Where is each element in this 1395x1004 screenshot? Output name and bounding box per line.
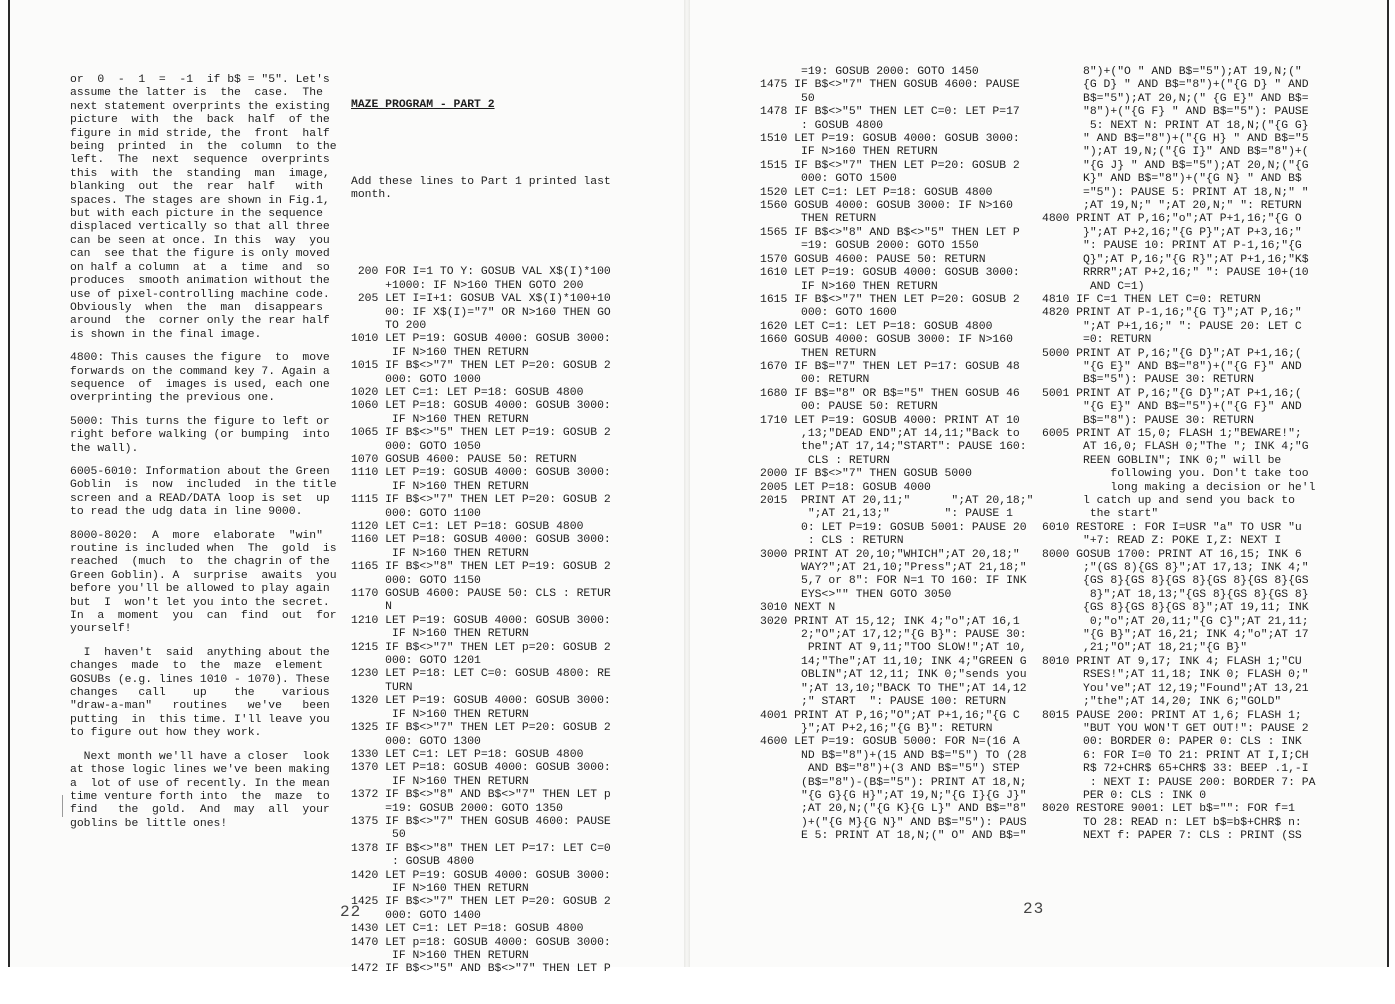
listing-line: 1520 LET C=1: LET P=18: GOSUB 4800	[760, 186, 993, 199]
listing-line: )+("{G M}{G N}" AND B$="5"): PAUS	[760, 816, 1027, 829]
listing-line: 2;"O";AT 17,12;"{G B}": PAUSE 30:	[760, 629, 1027, 642]
article-line: yourself!	[70, 623, 132, 636]
listing-line: 2015 PRINT AT 20,11;" ";AT 20,18;"	[760, 495, 1034, 507]
listing-line: " AND B$="8")+("{G H} " AND B$="5	[1042, 133, 1309, 146]
listing-line: E 5: PRINT AT 18,N;(" O" AND B$="	[760, 830, 1027, 843]
listing-line: "{G G}{G H}";AT 19,N;"{G I}{G J}"	[760, 789, 1027, 802]
listing-line: : NEXT I: PAUSE 200: BORDER 7: PA	[1042, 776, 1316, 789]
listing-line: 1210 LET P=19: GOSUB 4000: GOSUB 3000:	[351, 614, 611, 627]
listing-line: PER 0: CLS : INK 0	[1042, 789, 1207, 802]
listing-line: 1370 LET P=18: GOSUB 4000: GOSUB 3000:	[351, 762, 611, 775]
article-line: find the gold. And may all your	[70, 804, 330, 817]
listing-line: 1475 IF B$<>"7" THEN GOSUB 4600: PAUSE	[760, 79, 1020, 92]
paragraph-gap	[70, 456, 342, 466]
listing-line: 000: GOTO 1300	[351, 735, 481, 748]
listing-line: 1378 IF B$<>"8" THEN LET P=17: LET C=0	[351, 842, 611, 855]
listing-line: 1120 LET C=1: LET P=18: GOSUB 4800	[351, 521, 584, 533]
paragraph-gap	[70, 406, 342, 416]
listing-line: 200 FOR I=1 TO Y: GOSUB VAL X$(I)*100	[351, 266, 611, 279]
listing-line: 8015 PAUSE 200: PRINT AT 1,6; FLASH 1;	[1042, 709, 1302, 722]
listing-line: 4600 LET P=19: GOSUB 5000: FOR N=(16 A	[760, 736, 1020, 749]
listing-line: You've";AT 12,19;"Found";AT 13,21	[1042, 682, 1309, 695]
listing-line: 8020 RESTORE 9001: LET b$="": FOR f=1	[1042, 803, 1295, 816]
listing-line: TURN	[351, 681, 413, 694]
listing-line: 4810 IF C=1 THEN LET C=0: RETURN	[1042, 293, 1261, 306]
listing-line: WAY?";AT 21,10;"Press";AT 21,18;"	[760, 562, 1027, 575]
listing-line: 1470 LET p=18: GOSUB 4000: GOSUB 3000:	[351, 936, 611, 949]
listing-line: 1560 GOSUB 4000: GOSUB 3000: IF N>160	[760, 200, 1013, 213]
listing-line: 1110 LET P=19: GOSUB 4000: GOSUB 3000:	[351, 467, 611, 480]
article-line: use of pixel-controlling machine code.	[70, 288, 330, 301]
listing-line: REEN GOBLIN"; INK 0;" will be	[1042, 454, 1282, 467]
listing-line: long making a decision or he'l	[1042, 481, 1316, 494]
listing-line: B$="5"): PAUSE 30: RETURN	[1042, 374, 1254, 387]
article-line: blanking out the rear half with	[70, 181, 323, 194]
listing-line: 1478 IF B$<>"5" THEN LET C=0: LET P=17	[760, 106, 1020, 119]
article-line: a lot of use of recently. In the mean	[70, 777, 330, 790]
listing-line: 4820 PRINT AT P-1,16;"{G T}";AT P,16;"	[1042, 307, 1302, 320]
listing-line: 1472 IF B$<>"5" AND B$<>"7" THEN LET P	[351, 963, 611, 976]
listing-line: =19: GOSUB 2000: GOTO 1550	[760, 240, 979, 253]
article-line: on half a column at a time and so	[70, 261, 330, 274]
article-line: this with the standing man image,	[70, 167, 330, 180]
listing-line: 1165 IF B$<>"8" THEN LET P=19: GOSUB 2	[351, 561, 611, 574]
page-number-left: 22	[340, 903, 362, 921]
article-line: being printed in the column to the	[70, 141, 337, 154]
listing-line: 1565 IF B$<>"8" AND B$<>"5" THEN LET P	[760, 226, 1020, 239]
listing-line: ,13;"DEAD END";AT 14,11;"Back to	[760, 427, 1020, 440]
listing-line: 1425 IF B$<>"7" THEN LET P=20: GOSUB 2	[351, 896, 611, 909]
listing-line: "+7: READ Z: POKE I,Z: NEXT I	[1042, 535, 1282, 548]
listing-line: 205 LET I=I+1: GOSUB VAL X$(I)*100+10	[351, 293, 611, 306]
listing-line: 1615 IF B$<>"7" THEN LET P=20: GOSUB 2	[760, 293, 1020, 306]
listing-line: ;AT 20,N;("{G K}{G L}" AND B$="8"	[760, 803, 1027, 816]
listing-line: IF N>160 THEN RETURN	[760, 146, 938, 159]
listing-line: EYS<>"" THEN GOTO 3050	[760, 588, 952, 601]
article-line: spaces. The stages are shown in Fig.1,	[70, 194, 330, 207]
paragraph-gap	[70, 342, 342, 352]
article-line: putting in this time. I'll leave you	[70, 713, 330, 726]
article-line: changes made to the maze element	[70, 660, 323, 673]
listing-line: 00: PAUSE 50: RETURN	[760, 401, 938, 414]
listing-line: 8")+("O " AND B$="5");AT 19,N;("	[1042, 66, 1302, 78]
article-line: picture with the back half of the	[70, 114, 330, 127]
listing-line: 1515 IF B$<>"7" THEN LET P=20: GOSUB 2	[760, 159, 1020, 172]
listing-line: 3020 PRINT AT 15,12; INK 4;"o";AT 16,1	[760, 615, 1020, 628]
listing-line: 8000 GOSUB 1700: PRINT AT 16,15; INK 6	[1042, 548, 1302, 561]
right-page	[690, 0, 1389, 967]
article-line: sequence of images is used, each one	[70, 378, 330, 391]
listing-line: 1620 LET C=1: LET P=18: GOSUB 4800	[760, 320, 993, 333]
listing-line: 14;"The";AT 11,10; INK 4;"GREEN G	[760, 655, 1027, 668]
program-listing	[351, 266, 641, 977]
article-line: Next month we'll have a closer look	[70, 750, 330, 763]
listing-line: (B$="8")-(B$="5"): PRINT AT 18,N;	[760, 776, 1027, 789]
listing-line: =19: GOSUB 2000: GOTO 1450	[760, 66, 979, 78]
listing-line: 2005 LET P=18: GOSUB 4000	[760, 481, 931, 494]
article-line: time venture forth into the maze to	[70, 790, 330, 803]
listing-line: 1510 LET P=19: GOSUB 4000: GOSUB 3000:	[760, 133, 1020, 146]
article-line: assume the latter is the case. The	[70, 87, 323, 100]
listing-line: }";AT P+2,16;"{G P}";AT P+3,16;"	[1042, 226, 1302, 239]
listing-line: following you. Don't take too	[1042, 468, 1309, 481]
listing-line: 50	[351, 829, 406, 842]
program-listing-column	[351, 72, 641, 1004]
article-line: but I won't let you into the secret.	[70, 596, 330, 609]
listing-line: 1065 IF B$<>"5" THEN LET P=19: GOSUB 2	[351, 427, 611, 440]
listing-line: 50	[760, 92, 815, 105]
listing-line: 1015 IF B$<>"7" THEN LET P=20: GOSUB 2	[351, 360, 611, 373]
article-line: reached (much to the chagrin of the	[70, 556, 330, 569]
listing-line: 1680 IF B$="8" OR B$="5" THEN GOSUB 46	[760, 387, 1020, 400]
program-heading: MAZE PROGRAM - PART 2	[351, 98, 495, 111]
page-number-right: 23	[1023, 900, 1045, 918]
article-text-column	[70, 74, 342, 831]
listing-line: 0: LET P=19: GOSUB 5001: PAUSE 20	[760, 521, 1027, 534]
listing-line: 1320 LET P=19: GOSUB 4000: GOSUB 3000:	[351, 695, 611, 708]
listing-line: RRRR";AT P+2,16;" ": PAUSE 10+(10	[1042, 267, 1309, 280]
listing-line: : GOSUB 4800	[760, 119, 884, 132]
article-line: the wall).	[70, 442, 139, 455]
listing-line: ";AT 13,10;"BACK TO THE";AT 14,12	[760, 682, 1027, 695]
listing-line: ;AT 19,N;" ";AT 20,N;" ": RETURN	[1042, 200, 1302, 213]
listing-line: 000: GOTO 1150	[351, 574, 481, 587]
listing-line: 6: FOR I=0 TO 21: PRINT AT I,I;CH	[1042, 749, 1309, 762]
listing-line: 1610 LET P=19: GOSUB 4000: GOSUB 3000:	[760, 267, 1020, 280]
article-line: goblins be little ones!	[70, 817, 228, 830]
article-line: produces smooth animation without the	[70, 275, 330, 288]
article-line: to read the udg data in line 9000.	[70, 506, 303, 519]
article-line: displaced vertically so that all three	[70, 221, 330, 234]
listing-line: 000: GOTO 1100	[351, 507, 481, 520]
listing-line: 1160 LET P=18: GOSUB 4000: GOSUB 3000:	[351, 534, 611, 547]
listing-line: 1660 GOSUB 4000: GOSUB 3000: IF N>160	[760, 334, 1013, 347]
article-line: screen and a READ/DATA loop is set up	[70, 492, 330, 505]
listing-line: "8")+("{G F} " AND B$="5"): PAUSE	[1042, 106, 1309, 119]
article-line: figure in mid stride, the front half	[70, 127, 330, 140]
article-line: to figure out how they work.	[70, 727, 262, 740]
listing-line: THEN RETURN	[760, 347, 877, 360]
listing-line: {GS 8}{GS 8}{GS 8}";AT 19,11; INK	[1042, 602, 1309, 615]
listing-line: "{G E}" AND B$="8")+("{G F}" AND	[1042, 360, 1302, 373]
article-line: 8000-8020: A more elaborate "win"	[70, 529, 323, 542]
listing-line: 1170 GOSUB 4600: PAUSE 50: CLS : RETUR	[351, 588, 611, 601]
listing-line: ;"the";AT 14,20; INK 6;"GOLD"	[1042, 696, 1282, 709]
listing-line: IF N>160 THEN RETURN	[351, 628, 529, 641]
article-line: at those logic lines we've been making	[70, 764, 330, 777]
listing-line: PRINT AT 9,11;"TOO SLOW!";AT 10,	[760, 642, 1027, 655]
listing-line: Q}";AT P,16;"{G R}";AT P+1,16;"K$	[1042, 253, 1309, 266]
listing-line: 00: BORDER 0: PAPER 0: CLS : INK	[1042, 736, 1302, 749]
article-line: but with each picture in the sequence	[70, 208, 323, 221]
listing-line: +1000: IF N>160 THEN GOTO 200	[351, 279, 584, 292]
listing-line: B$="8"): PAUSE 30: RETURN	[1042, 414, 1254, 427]
article-line: changes call up the various	[70, 687, 330, 700]
listing-line: R$ 72+CHR$ 65+CHR$ 33: BEEP .1,-I	[1042, 763, 1309, 776]
article-line: Obviously when the man disappears	[70, 301, 323, 314]
article-line: 6005-6010: Information about the Green	[70, 465, 330, 478]
listing-line: K}" AND B$="8")+("{G N} " AND B$	[1042, 173, 1302, 186]
listing-line: ";AT 21,13;" ": PAUSE 1	[760, 508, 1013, 521]
article-line: 4800: This causes the figure to move	[70, 352, 330, 365]
listing-line: the";AT 17,14;"START": PAUSE 160:	[760, 441, 1027, 454]
listing-line: "{G B}";AT 16,21; INK 4;"o";AT 17	[1042, 629, 1309, 642]
program-listing-column-1	[760, 66, 1040, 844]
listing-line: IF N>160 THEN RETURN	[351, 775, 529, 788]
intro-line: month.	[351, 189, 393, 202]
listing-line: AT 16,0; FLASH 0;"The "; INK 4;"G	[1042, 441, 1309, 454]
listing-line: {GS 8}{GS 8}{GS 8}{GS 8}{GS 8}{GS	[1042, 575, 1309, 588]
listing-line: 000: GOTO 1400	[351, 909, 481, 922]
article-line: around the corner only the rear half	[70, 315, 330, 328]
listing-line: CLS : RETURN	[760, 454, 890, 467]
listing-line: IF N>160 THEN RETURN	[351, 950, 529, 962]
listing-line: ");AT 19,N;("{G I}" AND B$="8")+(	[1042, 146, 1309, 159]
article-line: before you'll be allowed to play again	[70, 583, 330, 596]
listing-line: 1060 LET P=18: GOSUB 4000: GOSUB 3000:	[351, 400, 611, 413]
listing-line: 5000 PRINT AT P,16;"{G D}";AT P+1,16;(	[1042, 347, 1302, 360]
listing-line: 6010 RESTORE : FOR I=USR "a" TO USR "u	[1042, 521, 1302, 534]
listing-line: ;" START ": PAUSE 100: RETURN	[760, 696, 1007, 709]
listing-line: ND B$="8")+(15 AND B$="5") TO (28	[760, 749, 1027, 762]
article-line: Green Goblin). A surprise awaits you	[70, 569, 337, 582]
listing-line: 000: GOTO 1500	[760, 173, 897, 186]
listing-line: 1010 LET P=19: GOSUB 4000: GOSUB 3000:	[351, 333, 611, 346]
listing-line: 1330 LET C=1: LET P=18: GOSUB 4800	[351, 748, 584, 761]
listing-line: 000: GOTO 1201	[351, 655, 481, 668]
listing-line: IF N>160 THEN RETURN	[351, 547, 529, 560]
listing-line: IF N>160 THEN RETURN	[351, 882, 529, 895]
listing-line: l catch up and send you back to	[1042, 495, 1295, 507]
intro-line: Add these lines to Part 1 printed last	[351, 175, 611, 188]
article-line: I haven't said anything about the	[70, 646, 330, 659]
article-line: is shown in the final image.	[70, 328, 262, 341]
listing-line: : GOSUB 4800	[351, 856, 475, 869]
listing-line: "{G J} " AND B$="5");AT 20,N;("{G	[1042, 159, 1309, 172]
listing-line: 1230 LET P=18: LET C=0: GOSUB 4800: RE	[351, 668, 611, 681]
listing-line: ="5"): PAUSE 5: PRINT AT 18,N;" "	[1042, 186, 1309, 199]
listing-line: "{G E}" AND B$="5")+("{G F}" AND	[1042, 401, 1302, 414]
article-line: In a moment you can find out for	[70, 610, 337, 623]
listing-line: 000: GOTO 1600	[760, 307, 897, 320]
listing-line: OBLIN";AT 12,11; INK 0;"sends you	[760, 669, 1027, 682]
listing-line: IF N>160 THEN RETURN	[351, 346, 529, 359]
listing-line: TO 28: READ n: LET b$=b$+CHR$ n:	[1042, 816, 1302, 829]
listing-line: 1215 IF B$<>"7" THEN LET p=20: GOSUB 2	[351, 641, 611, 654]
program-listing-column-2	[1042, 66, 1342, 844]
listing-line: ,21;"O";AT 18,21;"{G B}"	[1042, 642, 1248, 655]
listing-line: 1070 GOSUB 4600: PAUSE 50: RETURN	[351, 453, 577, 466]
listing-line: "BUT YOU WON'T GET OUT!": PAUSE 2	[1042, 722, 1309, 735]
listing-line: 1430 LET C=1: LET P=18: GOSUB 4800	[351, 923, 584, 936]
listing-line: 000: GOTO 1000	[351, 373, 481, 386]
listing-line: 1375 IF B$<>"7" THEN GOSUB 4600: PAUSE	[351, 815, 611, 828]
paragraph-gap	[70, 637, 342, 647]
listing-line: 2000 IF B$<>"7" THEN GOSUB 5000	[760, 468, 972, 481]
article-line: GOSUBs (e.g. lines 1010 - 1070). These	[70, 673, 330, 686]
listing-line: 1420 LET P=19: GOSUB 4000: GOSUB 3000:	[351, 869, 611, 882]
article-line: 5000: This turns the figure to left or	[70, 415, 330, 428]
listing-line: 0;"o";AT 20,11;"{G C}";AT 21,11;	[1042, 615, 1309, 628]
listing-line: 4800 PRINT AT P,16;"o";AT P+1,16;"{G O	[1042, 213, 1302, 226]
listing-line: }";AT P+2,16;"{G B}": RETURN	[760, 722, 993, 735]
listing-line: 8}";AT 18,13;"{GS 8}{GS 8}{GS 8}	[1042, 588, 1309, 601]
article-line: right before walking (or bumping into	[70, 429, 330, 442]
listing-line: 5001 PRINT AT P,16;"{G D}";AT P+1,16;(	[1042, 387, 1302, 400]
listing-line: B$="5");AT 20,N;(" {G E}" AND B$=	[1042, 92, 1309, 105]
listing-line: =0: RETURN	[1042, 334, 1152, 347]
article-line: "draw-a-man" routines we've been	[70, 700, 330, 713]
listing-line: 1020 LET C=1: LET P=18: GOSUB 4800	[351, 386, 584, 399]
listing-line: 5,7 or 8": FOR N=1 TO 160: IF INK	[760, 575, 1027, 588]
listing-line: {G D} " AND B$="8")+("{G D} " AND	[1042, 79, 1309, 92]
listing-line: THEN RETURN	[760, 213, 877, 226]
listing-line: IF N>160 THEN RETURN	[760, 280, 938, 293]
listing-line: ;"(GS 8){GS 8}";AT 17,13; INK 4;"	[1042, 562, 1309, 575]
listing-line: AND B$="8")+(3 AND B$="5") STEP	[760, 763, 1020, 776]
listing-line: : CLS : RETURN	[760, 535, 904, 548]
left-page	[8, 0, 686, 976]
listing-line: 8010 PRINT AT 9,17; INK 4; FLASH 1;"CU	[1042, 655, 1302, 668]
margin-mark	[62, 795, 63, 817]
listing-line: AND C=1)	[1042, 280, 1145, 293]
listing-line: 3010 NEXT N	[760, 602, 836, 615]
paragraph-gap	[70, 520, 342, 530]
listing-line: 1115 IF B$<>"7" THEN LET P=20: GOSUB 2	[351, 494, 611, 507]
article-line: next statement overprints the existing	[70, 100, 330, 113]
listing-line: 000: GOTO 1050	[351, 440, 481, 453]
program-intro	[351, 176, 641, 203]
listing-line: =19: GOSUB 2000: GOTO 1350	[351, 802, 563, 815]
listing-line: RSES!";AT 11,18; INK 0; FLASH 0;"	[1042, 669, 1309, 682]
article-line: routine is included when The gold is	[70, 543, 337, 555]
listing-line: ": PAUSE 10: PRINT AT P-1,16;"{G	[1042, 240, 1302, 253]
article-line: overprinting the previous one.	[70, 392, 276, 405]
listing-line: 4001 PRINT AT P,16;"O";AT P+1,16;"{G C	[760, 709, 1020, 722]
listing-line: IF N>160 THEN RETURN	[351, 480, 529, 493]
listing-line: IF N>160 THEN RETURN	[351, 413, 529, 426]
listing-line: 1372 IF B$<>"8" AND B$<>"7" THEN LET p	[351, 789, 611, 802]
article-line: forwards on the command key 7. Again a	[70, 365, 330, 378]
listing-line: 00: IF X$(I)="7" OR N>160 THEN GO	[351, 306, 611, 319]
listing-line: 5: NEXT N: PRINT AT 18,N;("{G G}	[1042, 119, 1309, 132]
listing-line: ";AT P+1,16;" ": PAUSE 20: LET C	[1042, 320, 1302, 333]
article-line: can see that the figure is only moved	[70, 248, 330, 261]
listing-line: 1670 IF B$="7" THEN LET P=17: GOSUB 48	[760, 360, 1020, 373]
listing-line: TO 200	[351, 319, 427, 332]
listing-line: 1710 LET P=19: GOSUB 4000: PRINT AT 10	[760, 414, 1020, 427]
listing-line: 1325 IF B$<>"7" THEN LET P=20: GOSUB 2	[351, 722, 611, 735]
listing-line: 6005 PRINT AT 15,0; FLASH 1;"BEWARE!";	[1042, 427, 1302, 440]
listing-line: N	[351, 601, 393, 614]
listing-line: the start"	[1042, 508, 1159, 521]
article-line: or 0 - 1 = -1 if b$ = "5". Let's	[70, 74, 330, 86]
listing-line: 1570 GOSUB 4600: PAUSE 50: RETURN	[760, 253, 986, 266]
paragraph-gap	[70, 741, 342, 751]
article-line: can be seen at once. In this way you	[70, 234, 330, 247]
listing-line: 3000 PRINT AT 20,10;"WHICH";AT 20,18;"	[760, 548, 1020, 561]
listing-line: IF N>160 THEN RETURN	[351, 708, 529, 721]
article-line: Goblin is now included in the title	[70, 479, 337, 492]
listing-line: NEXT f: PAPER 7: CLS : PRINT (SS	[1042, 830, 1302, 843]
article-line: left. The next sequence overprints	[70, 154, 330, 167]
listing-line: 00: RETURN	[760, 374, 870, 387]
